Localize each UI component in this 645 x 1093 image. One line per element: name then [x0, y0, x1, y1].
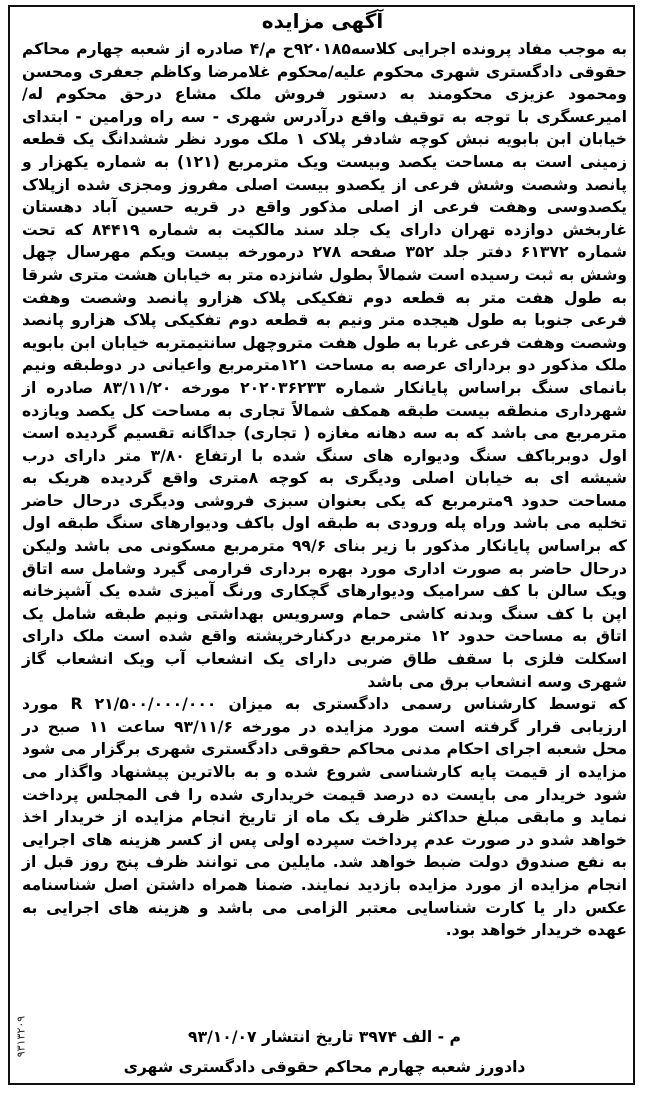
notice-title: آگهی مزایده	[261, 9, 384, 33]
notice-body	[22, 38, 627, 942]
notice-paragraph-auction-terms: که توسط کارشناس رسمی دادگستری به میزان R ۲۱/۵۰۰/۰۰۰/۰۰۰ مورد ارزیابی قرار گرفته است مورد مزایده در مورخه ۹۳/۱۱/۶ ساعت ۱۱ صبح در محل شعبه اجرای احکام مدنی محاکم حقوقی دادگستری شهری برگزار می شود مزایده از قیمت پایه کارشناسی شروع شده و به بالاترین پیشنهاد واگذار می شود خریدار می بایست ده درصد قیمت خریداری شده را فی المجلس پرداخت نماید و مابقی مبلغ حداکثر ظرف یک ماه از تاریخ انجام مزایده از خریدار اخذ خواهد شدو در صورت عدم پرداخت سپرده اولی پس از کسر هزینه های اجرایی به نفع صندوق دولت ضبط خواهد شد. مایلین می توانند ظرف پنج روز قبل از انجام مزایده از مورد مزایده بازدید نمایند. ضمنا همراه داشتن اصل شناسنامه عکس دار یا کارت شناسایی معتبر الزامی می باشد و هزینه های اجرایی به عهده خریدار خواهد بود.	[22, 695, 627, 940]
side-code: ۹۳۱۳۲۰۹	[14, 1015, 28, 1058]
issue-line: م - الف ۳۹۷۴ تاریخ انتشار ۹۳/۱۰/۰۷	[188, 1028, 461, 1046]
signature-line: دادورز شعبه چهارم محاکم حقوقی دادگستری شهری	[123, 1058, 526, 1076]
notice-paragraph-property: به موجب مفاد پرونده اجرایی کلاسه۹۲۰۱۸۵ح م/۴ صادره از شعبه چهارم محاکم حقوقی دادگستری شهری محکوم علیه/محکوم غلامرضا وکاظم جعفری ومحسن ومحمود عزیزی محکومند به دستور فروش ملک مشاع درحق محکوم له/ امیرعسگری با توجه به توقیف واقع درآدرس شهری - سه راه ورامین - ابتدای خیابان ابن بابویه نبش کوچه شادفر پلاک ۱ ملک مورد نظر ششدانگ یک قطعه زمینی است به مساحت یکصد وبیست ویک مترمربع (۱۲۱) به شماره یکهزار و پانصد وشصت وشش فرعی از یکصدو بیست اصلی مفروز ومجزی شده ازپلاک یکصدوسی وهفت فرعی از اصلی مذکور واقع در قریه حسین آباد دهستان غاربخش دوازده تهران دارای یک جلد سند مالکیت به شماره ۸۴۴۱۹ که تحت شماره ۶۱۳۷۲ دفتر جلد ۳۵۲ صفحه ۲۷۸ درمورخه بیست ویکم مهرسال چهل وشش به ثبت رسیده است شمالاً بطول شانزده متر به خیابان هشت متری شرقا به طول هفت متر به قطعه دوم تفکیکی پلاک هزارو پانصد وشصت وهفت فرعی جنوبا به طول هیجده متر ونیم به قطعه دوم تفکیکی پلاک هزارو پانصد وشصت وهفت فرعی غربا به طول هفت متروچهل سانتیمتربه خیابان ابن بابویه ملک مذکور دو بردارای عرصه به مساحت ۱۲۱مترمربع واعیانی در دوطبقه ونیم بانمای سنگ براساس پایانکار شماره ۲۰۲۰۳۶۲۳۳ مورخه ۸۳/۱۱/۲۰ صادره از شهرداری منطقه بیست طبقه همکف شمالاً تجاری به مساحت کل یکصد ویازده مترمربع می باشد که به سه دهانه مغازه ( تجاری) جداگانه تقسیم گردیده است اول دوبرباکف سنگ ودیواره های سنگ شده با ارتفاع ۳/۸۰ متر دارای درب شیشه ای به خیابان اصلی ودیگری به کوچه ۸متری واقع گردیده هریک به مساحت حدود ۹مترمربع که یکی بعنوان سبزی فروشی ودیگری درحال حاضر تخلیه می باشد وراه پله ورودی به طبقه اول باکف ودیوارهای سنگ طبقه اول که براساس پایانکار مذکور با زیر بنای ۹۹/۶ مترمربع مسکونی می باشد ولیکن درحال حاضر به صورت اداری مورد بهره برداری قرارمی گیرد وشامل سه اتاق ویک سالن با کف سرامیک ودیوارهای گچکاری ورنگ آمیزی شده یک آشپزخانه اپن با کف سنگ وبدنه کاشی حمام وسرویس بهداشتی ونیم طبقه شامل یک اتاق به مساحت حدود ۱۲ مترمربع درکنارخرپشته واقع شده است ملک دارای اسکلت فلزی با سقف طاق ضربی دارای یک انشعاب آب ویک انشعاب گاز شهری وسه انشعاب برق می باشد	[22, 40, 628, 691]
